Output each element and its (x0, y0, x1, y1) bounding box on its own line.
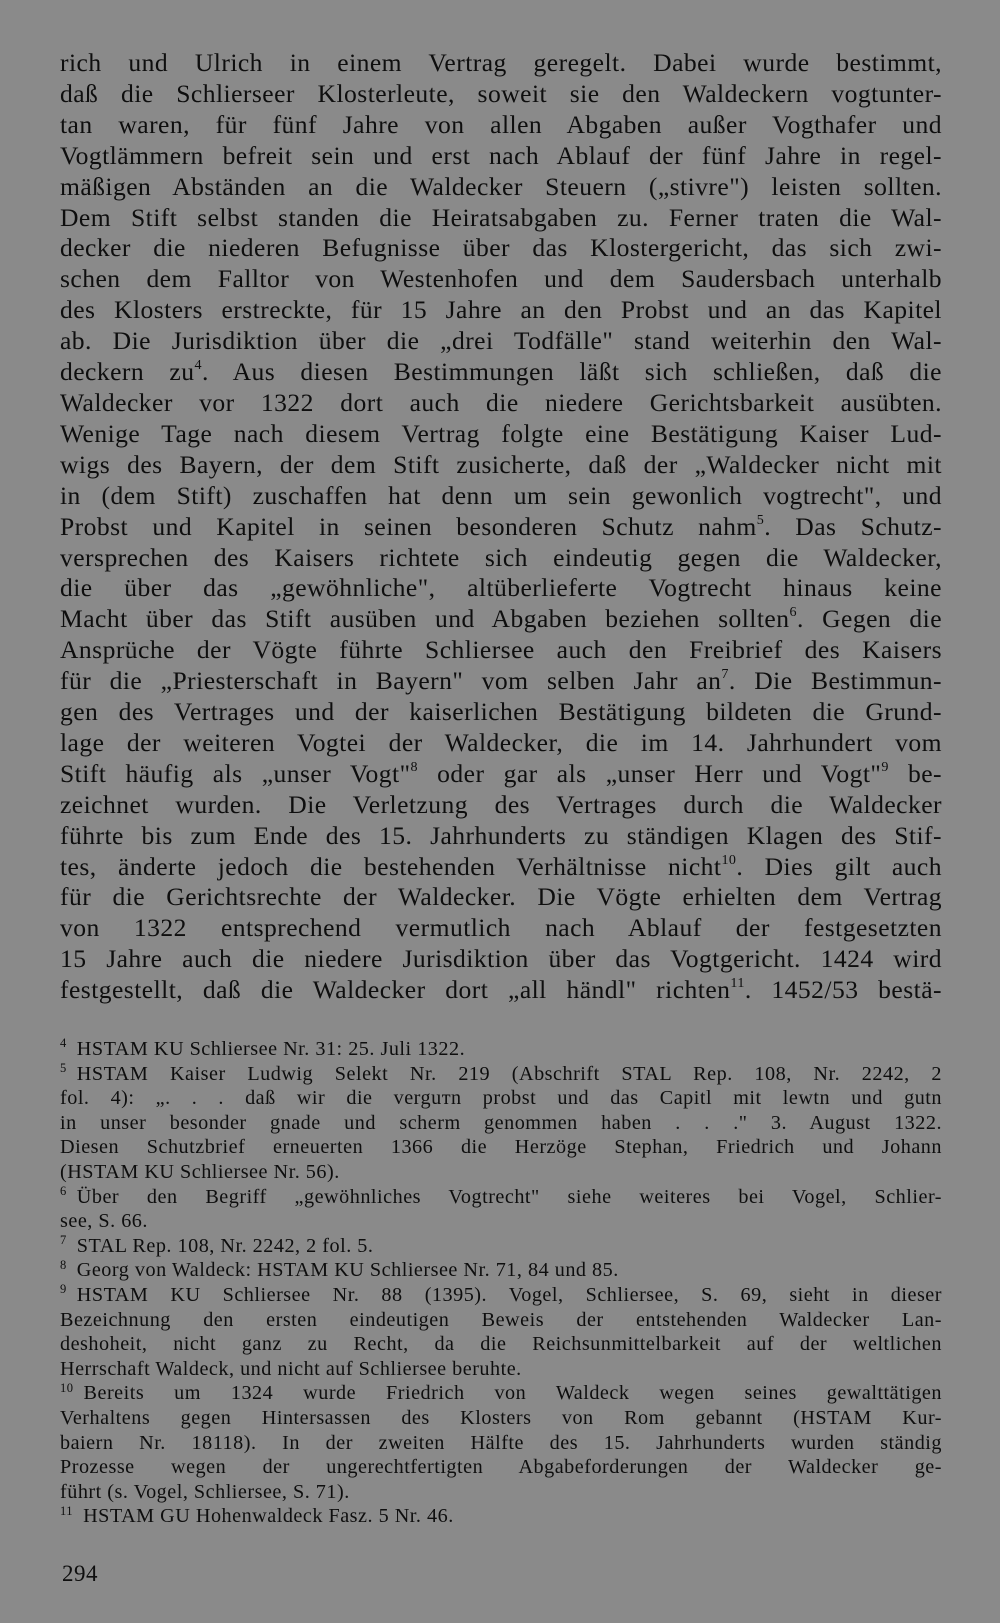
text-segment: zeichnet wurden. Die Verletzung des Vertrages durch die Waldecker (60, 789, 942, 819)
text-segment: Waldecker vor 1322 dort auch die niedere Gerichtsbarkeit ausübten. (60, 387, 942, 417)
text-segment: decker die niederen Befugnisse über das Klostergericht, das sich zwi- (60, 233, 942, 263)
text-segment: Probst und Kapitel in seinen besonderen Schutz nahm (60, 511, 757, 541)
footnote-text: Herrschaft Waldeck, und nicht auf Schliersee beruhte. (60, 1357, 522, 1380)
footnote-text: Über den Begriff „gewöhnliches Vogtrecht" siehe weiteres bei Vogel, Schlier- (76, 1185, 942, 1208)
footnote-number: 9 (60, 1282, 67, 1297)
text-line (60, 852, 942, 883)
text-segment: wigs des Bayern, der dem Stift zusicherte, daß der „Waldecker nicht mit (60, 449, 942, 479)
text-segment: gen des Vertrages und der kaiserlichen Bestätigung bildeten die Grund- (60, 697, 942, 727)
footnote-number: 4 (60, 1036, 67, 1051)
text-segment: Macht über das Stift ausüben und Abgaben beziehen sollten (60, 604, 790, 634)
text-segment: festgestellt, daß die Waldecker dort „all händl" richten (60, 975, 731, 1005)
footnote-line (60, 1480, 942, 1505)
text-segment: des Klosters erstreckte, für 15 Jahre an den Probst und an das Kapitel (60, 295, 942, 325)
footnote-10 (60, 1381, 942, 1504)
text-segment: für die Gerichtsrechte der Waldecker. Die Vögte erhielten dem Vertrag (60, 882, 942, 912)
footnote-line (60, 1283, 942, 1308)
text-line (60, 264, 942, 295)
text-segment: Wenige Tage nach diesem Vertrag folgte eine Bestätigung Kaiser Lud- (60, 418, 942, 448)
text-line (60, 419, 942, 450)
text-segment: Ansprüche der Vögte führte Schliersee auch den Freibrief des Kaisers (60, 635, 942, 665)
footnote-reference: 6 (789, 604, 797, 621)
text-segment: Stift häufig als „unser Vogt" (60, 758, 411, 788)
footnote-line (60, 1111, 942, 1136)
footnote-text: fol. 4): „. . . daß wir die verguтn probst und das Capitl mit lewtn und gutn (60, 1087, 942, 1110)
footnote-number: 8 (60, 1257, 67, 1272)
footnote-number: 6 (60, 1183, 67, 1198)
footnote-line (60, 1406, 942, 1431)
footnote-line (60, 1086, 942, 1111)
text-line (60, 79, 942, 110)
text-segment: daß die Schlierseer Klosterleute, soweit sie den Waldeckern vogtunter- (60, 78, 942, 108)
footnote-text: see, S. 66. (60, 1210, 148, 1233)
footnote-9 (60, 1283, 942, 1381)
text-segment: oder gar als „unser Herr und Vogt" (418, 758, 882, 788)
footnote-11 (60, 1504, 942, 1529)
text-line (60, 944, 942, 975)
footnote-line (60, 1209, 942, 1234)
footnote-line (60, 1234, 942, 1259)
footnote-line (60, 1308, 942, 1333)
footnote-line (60, 1258, 942, 1283)
footnote-text: deshoheit, nicht ganz zu Recht, da die Reichsunmittelbarkeit auf der weltlichen (60, 1333, 942, 1356)
footnote-reference: 5 (756, 511, 765, 528)
footnote-line (60, 1037, 942, 1062)
text-line (60, 635, 942, 666)
text-line (60, 728, 942, 759)
text-line (60, 48, 942, 79)
text-line (60, 573, 942, 604)
footnote-line (60, 1357, 942, 1382)
footnote-text: Verhaltens gegen Hintersassen des Klosters von Rom gebannt (HSTAM Kur- (60, 1406, 942, 1429)
text-line (60, 141, 942, 172)
footnote-text: HSTAM KU Schliersee Nr. 31: 25. Juli 1322. (76, 1038, 466, 1060)
footnote-number: 5 (60, 1060, 67, 1075)
text-segment: führte bis zum Ende des 15. Jahrhunderts zu ständigen Klagen des Stif- (60, 820, 942, 850)
footnote-reference: 4 (194, 357, 202, 374)
footnote-reference: 7 (721, 666, 729, 683)
footnote-line (60, 1504, 942, 1529)
footnote-8 (60, 1258, 942, 1283)
footnote-line (60, 1381, 942, 1406)
footnote-text: HSTAM Kaiser Ludwig Selekt Nr. 219 (Abschrift STAL Rep. 108, Nr. 2242, 2 (76, 1062, 942, 1085)
footnote-text: Bezeichnung den ersten eindeutigen Beweis der entstehenden Waldecker Lan- (60, 1308, 942, 1331)
footnote-line (60, 1185, 942, 1210)
text-line (60, 543, 942, 574)
text-line (60, 913, 942, 944)
footnote-text: (HSTAM KU Schliersee Nr. 56). (60, 1160, 340, 1183)
footnote-number: 7 (60, 1233, 67, 1248)
footnote-reference: 11 (730, 975, 745, 992)
footnote-reference: 10 (721, 851, 737, 868)
footnote-line (60, 1455, 942, 1480)
footnote-text: Prozesse wegen der ungerechtfertigten Abgabeforderungen der Waldecker ge- (60, 1456, 942, 1479)
footnote-4 (60, 1037, 942, 1062)
text-line (60, 357, 942, 388)
text-line (60, 882, 942, 913)
text-line (60, 172, 942, 203)
text-line (60, 295, 942, 326)
text-segment: . Die Bestimmun- (728, 666, 942, 696)
footnote-text: baiern Nr. 18118). In der zweiten Hälfte des 15. Jahrhunderts wurden ständig (60, 1431, 942, 1454)
text-segment: schen dem Falltor von Westenhofen und dem Saudersbach unterhalb (60, 264, 942, 294)
text-segment: . Das Schutz- (764, 511, 942, 541)
footnote-text: HSTAM KU Schliersee Nr. 88 (1395). Vogel, Schliersee, S. 69, sieht in dieser (76, 1283, 942, 1306)
text-segment: . Gegen die (797, 604, 942, 634)
footnote-reference: 8 (410, 758, 418, 775)
text-segment: versprechen des Kaisers richtete sich eindeutig gegen die Waldecker, (60, 542, 942, 572)
text-line (60, 604, 942, 635)
text-segment: die über das „gewöhnliche", altüberlieferte Vogtrecht hinaus keine (60, 573, 942, 603)
footnotes-section (60, 1037, 942, 1529)
footnote-line (60, 1135, 942, 1160)
text-line (60, 203, 942, 234)
footnote-line (60, 1332, 942, 1357)
text-line (60, 481, 942, 512)
text-line (60, 759, 942, 790)
text-segment: . Aus diesen Bestimmungen läßt sich schließen, daß die (201, 357, 942, 387)
footnote-number: 11 (60, 1503, 74, 1518)
footnote-reference: 9 (881, 758, 889, 775)
text-segment: 15 Jahre auch die niedere Jurisdiktion über das Vogtgericht. 1424 wird (60, 944, 942, 974)
text-segment: be- (888, 758, 943, 788)
footnote-line (60, 1160, 942, 1185)
footnote-text: führt (s. Vogel, Schliersee, S. 71). (60, 1480, 350, 1503)
footnote-line (60, 1431, 942, 1456)
text-segment: deckern zu (60, 357, 195, 387)
footnote-number: 10 (60, 1380, 74, 1395)
text-segment: tan waren, für fünf Jahre von allen Abgaben außer Vogthafer und (60, 109, 942, 139)
text-line (60, 512, 942, 543)
main-body-text (60, 48, 942, 1006)
footnote-text: in unser besonder gnade und scherm genommen haben . . ." 3. August 1322. (60, 1111, 942, 1134)
text-segment: . 1452/53 bestä- (744, 975, 942, 1005)
footnote-text: STAL Rep. 108, Nr. 2242, 2 fol. 5. (76, 1234, 374, 1257)
text-segment: in (dem Stift) zuschaffen hat denn um sein gewonlich vogtrecht", und (60, 480, 942, 510)
text-line (60, 110, 942, 141)
text-segment: ab. Die Jurisdiktion über die „drei Todfälle" stand weiterhin den Wal- (60, 326, 942, 356)
text-line (60, 450, 942, 481)
text-line (60, 233, 942, 264)
footnote-text: HSTAM GU Hohenwaldeck Fasz. 5 Nr. 46. (83, 1505, 454, 1528)
text-line (60, 975, 942, 1006)
footnote-6 (60, 1185, 942, 1234)
footnote-text: Georg von Waldeck: HSTAM KU Schliersee Nr. 71, 84 und 85. (76, 1259, 619, 1282)
text-line (60, 821, 942, 852)
text-segment: mäßigen Abständen an die Waldecker Steuern („stivre") leisten sollten. (60, 171, 942, 201)
text-line (60, 666, 942, 697)
footnote-7 (60, 1234, 942, 1259)
text-segment: von 1322 entsprechend vermutlich nach Ablauf der festgesetzten (60, 913, 942, 943)
text-segment: rich und Ulrich in einem Vertrag geregelt. Dabei wurde bestimmt, (60, 48, 942, 77)
text-segment: für die „Priesterschaft in Bayern" vom selben Jahr an (60, 666, 722, 696)
text-segment: . Dies gilt auch (736, 851, 942, 881)
footnote-line (60, 1062, 942, 1087)
text-segment: tes, änderte jedoch die bestehenden Verhältnisse nicht (60, 851, 722, 881)
text-segment: Dem Stift selbst standen die Heiratsabgaben zu. Ferner traten die Wal- (60, 202, 942, 232)
footnote-text: Diesen Schutzbrief erneuerten 1366 die Herzöge Stephan, Friedrich und Johann (60, 1136, 942, 1159)
text-line (60, 697, 942, 728)
footnote-text: Bereits um 1324 wurde Friedrich von Waldeck wegen seines gewalttätigen (83, 1382, 942, 1405)
page-number: 294 (62, 1561, 98, 1586)
text-segment: Vogtlämmern befreit sein und erst nach Ablauf der fünf Jahre in regel- (60, 140, 942, 170)
text-segment: lage der weiteren Vogtei der Waldecker, die im 14. Jahrhundert vom (60, 727, 942, 757)
text-line (60, 790, 942, 821)
document-page (60, 48, 942, 1006)
footnote-5 (60, 1062, 942, 1185)
text-line (60, 388, 942, 419)
text-line (60, 326, 942, 357)
